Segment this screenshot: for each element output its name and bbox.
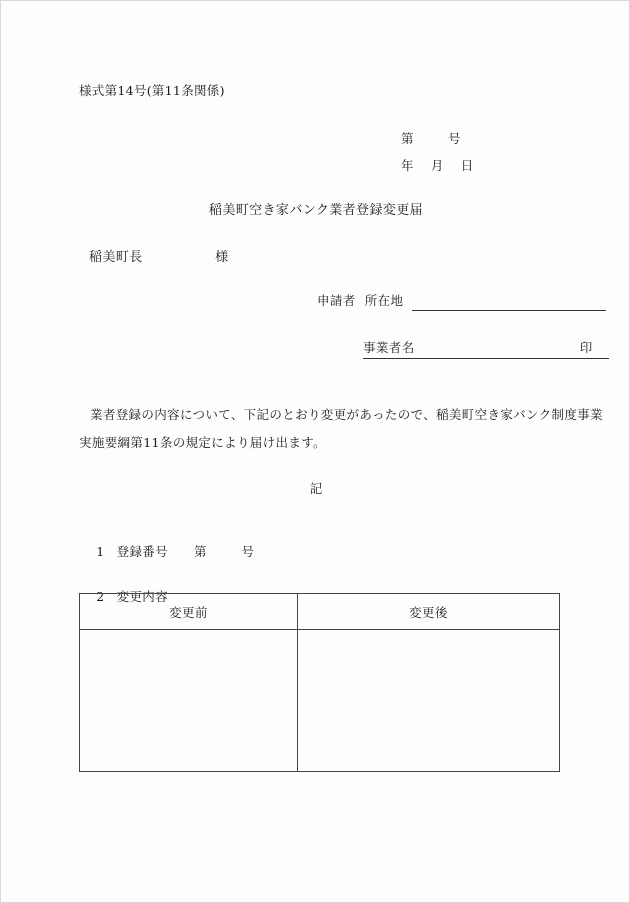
document-date-field: 年 月 日	[401, 158, 474, 173]
document-number-field: 第 号	[401, 131, 461, 146]
applicant-label: 申請者	[317, 293, 356, 308]
business-name-input[interactable]	[415, 340, 609, 359]
business-name-label: 事業者名	[363, 338, 415, 359]
item-2-label: 変更内容	[116, 589, 169, 604]
body-paragraph-line-2: 実施要綱第11条の規定により届け出ます。	[79, 435, 326, 450]
location-input[interactable]	[412, 308, 606, 311]
applicant-business-name-row	[363, 338, 609, 359]
document-title: 稲美町空き家バンク業者登録変更届	[208, 203, 424, 218]
table-header-row	[80, 594, 560, 630]
ki-marker: 記	[309, 481, 323, 496]
form-number: 様式第14号(第11条関係)	[79, 83, 225, 98]
location-label: 所在地	[364, 293, 404, 308]
item-1-number: 1	[96, 544, 105, 559]
table-row	[80, 630, 560, 772]
seal-stamp-icon: 印	[579, 340, 593, 355]
item-1-label: 登録番号	[116, 544, 169, 559]
applicant-location-row	[317, 291, 606, 311]
column-header-after: 変更後	[298, 594, 560, 630]
column-header-before: 変更前	[80, 594, 298, 630]
item-2-number: 2	[96, 589, 105, 604]
body-paragraph-line-1: 業者登録の内容について、下記のとおり変更があったので、稲美町空き家バンク制度事業	[90, 407, 603, 422]
cell-before-value[interactable]	[80, 630, 298, 772]
addressee-line: 稲美町長 様	[89, 250, 229, 265]
cell-after-value[interactable]	[298, 630, 560, 772]
item-1-value[interactable]: 第 号	[194, 544, 255, 559]
item-registration-number	[79, 527, 254, 575]
change-content-table	[79, 593, 560, 772]
